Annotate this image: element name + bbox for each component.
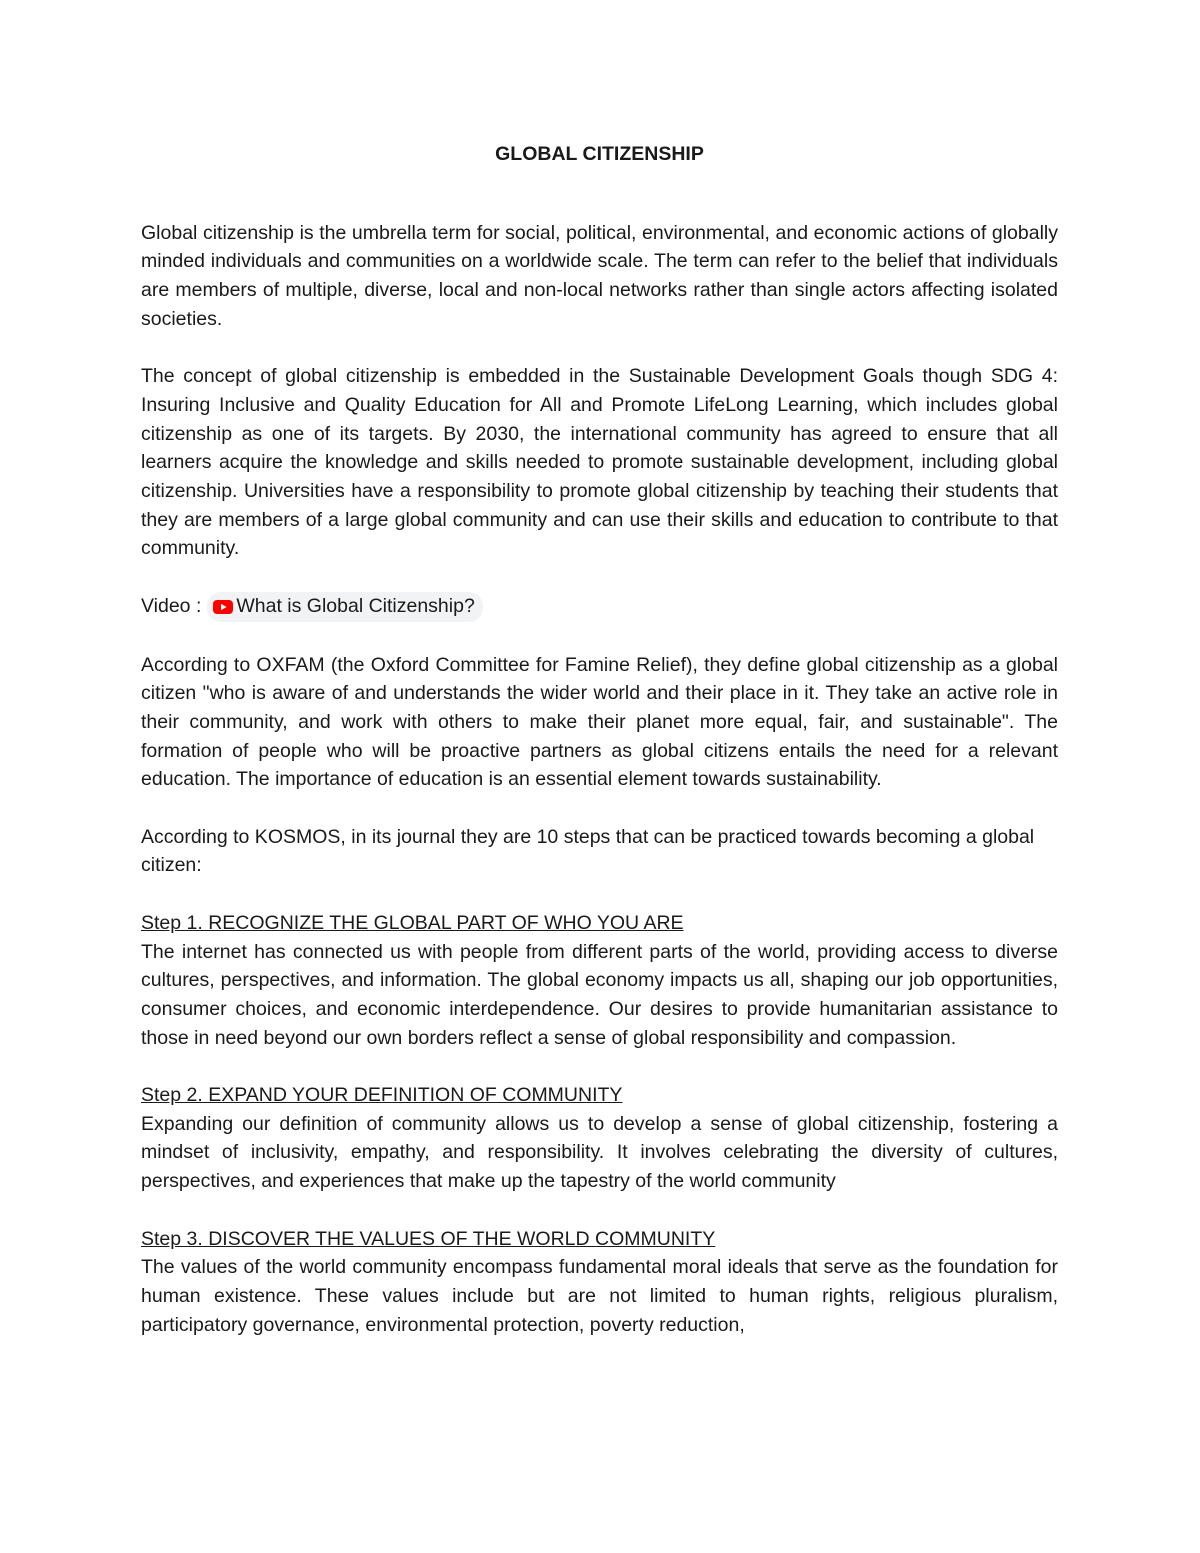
video-link-chip[interactable] — [207, 592, 482, 622]
video-prefix: Video : — [141, 595, 202, 618]
step-body: The internet has connected us with people from different parts of the world, providing access to diverse cultures, perspectives, and information. The global economy impacts us all, shaping our job opportunities, consumer choices, and economic interdependence. Our desires to provide humanitarian assistance to those in need beyond our own borders reflect a sense of global responsibility and compassion. — [141, 940, 1058, 1049]
paragraph-sdg: The concept of global citizenship is embedded in the Sustainable Development Goals though SDG 4: Insuring Inclusive and Quality Education for All and Promote LifeLong Learning, which includes global citizenship as one of its targets. By 2030, the international community has agreed to ensure that all learners acquire the knowledge and skills needed to promote sustainable development, including global citizenship. Universities have a responsibility to promote global citizenship by teaching their students that they are members of a large global community and can use their skills and education to contribute to that community. — [141, 365, 1058, 560]
paragraph-oxfam: According to OXFAM (the Oxford Committee for Famine Relief), they define global citizenship as a global citizen "who is aware of and understands the wider world and their place in it. They take an active role in their community, and work with others to make their planet more equal, fair, and sustainable". The formation of people who will be proactive partners as global citizens entails the need for a relevant education. The importance of education is an essential element towards sustainability. — [141, 653, 1058, 791]
step-body: The values of the world community encompass fundamental moral ideals that serve as the foundation for human existence. These values include but are not limited to human rights, religious pluralism, participatory governance, environmental protection, poverty reduction, — [141, 1256, 1058, 1336]
step-1 — [141, 909, 1058, 1053]
youtube-icon — [213, 600, 233, 614]
step-heading: Step 1. RECOGNIZE THE GLOBAL PART OF WHO YOU ARE — [141, 911, 684, 934]
document-page — [141, 140, 1058, 1368]
step-heading: Step 2. EXPAND YOUR DEFINITION OF COMMUNITY — [141, 1084, 623, 1106]
video-link-label: What is Global Citizenship? — [236, 595, 475, 618]
step-body: Expanding our definition of community allows us to develop a sense of global citizenship, fostering a mindset of inclusivity, empathy, and responsibility. It involves celebrating the diversity of cultures, perspectives, and experiences that make up the tapestry of the world community — [141, 1112, 1058, 1193]
paragraph-kosmos: According to KOSMOS, in its journal they are 10 steps that can be practiced towards becoming a global citizen: — [141, 825, 1035, 877]
paragraph-definition: Global citizenship is the umbrella term for social, political, environmental, and economic actions of globally minded individuals and communities on a worldwide scale. The term can refer to the belief that individuals are members of multiple, diverse, local and non-local networks rather than single actors affecting isolated societies. — [141, 221, 1058, 330]
step-3 — [141, 1225, 1058, 1340]
document-title: GLOBAL CITIZENSHIP — [495, 143, 704, 165]
step-heading: Step 3. DISCOVER THE VALUES OF THE WORLD COMMUNITY — [141, 1227, 716, 1250]
video-line — [141, 592, 1058, 622]
step-2 — [141, 1081, 1058, 1196]
